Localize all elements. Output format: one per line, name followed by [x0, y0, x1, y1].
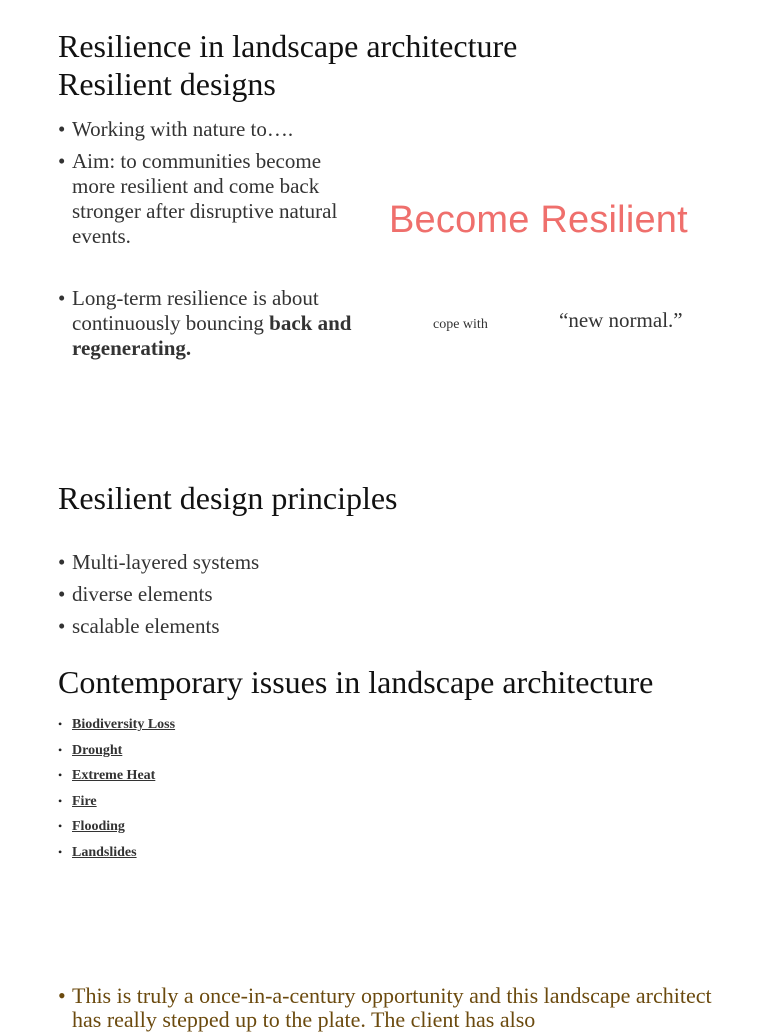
- title-line-1: Resilience in landscape architecture: [58, 28, 518, 64]
- list-item: [58, 818, 358, 835]
- resilient-designs-list: [58, 117, 358, 256]
- cope-with-label: cope with: [433, 317, 488, 332]
- new-normal-label: “new normal.”: [559, 308, 683, 332]
- issues-link-list: [58, 716, 358, 869]
- list-item: • scalable elements: [58, 614, 458, 639]
- list-item: [58, 793, 358, 810]
- bullet-text: Long-term resilience is about continuously bouncing: [72, 286, 319, 335]
- title-line-2: Resilient designs: [58, 66, 276, 102]
- principles-heading: Resilient design principles: [58, 480, 398, 516]
- list-item: • diverse elements: [58, 582, 458, 607]
- link-extreme-heat[interactable]: Extreme Heat: [72, 768, 156, 783]
- list-item: [58, 844, 358, 861]
- list-item: • Multi-layered systems: [58, 550, 458, 575]
- list-item: [58, 767, 358, 784]
- list-item: • This is truly a once-in-a-century opportunity and this landscape architect has really stepped up to the plate. The client has also: [58, 984, 738, 1032]
- list-item: [58, 742, 358, 759]
- link-fire[interactable]: Fire: [72, 793, 97, 809]
- become-resilient-graphic: Become Resilient: [389, 199, 688, 241]
- link-biodiversity-loss[interactable]: Biodiversity Loss: [72, 717, 176, 732]
- list-item: [58, 286, 358, 361]
- list-item: [58, 716, 358, 733]
- long-term-resilience-list: [58, 286, 358, 368]
- list-item: • Aim: to communities become more resilient and come back stronger after disruptive natural events.: [58, 149, 358, 249]
- issues-heading: Contemporary issues in landscape architecture: [58, 664, 654, 700]
- list-item: • Working with nature to….: [58, 117, 358, 142]
- link-flooding[interactable]: Flooding: [72, 819, 125, 834]
- link-landslides[interactable]: Landslides: [72, 844, 137, 860]
- bullet-bold-text: back and regenerating.: [72, 311, 352, 360]
- principles-list: [58, 550, 458, 646]
- bottom-quote-list: [58, 984, 738, 1032]
- link-drought[interactable]: Drought: [72, 742, 123, 758]
- main-title: [58, 27, 517, 103]
